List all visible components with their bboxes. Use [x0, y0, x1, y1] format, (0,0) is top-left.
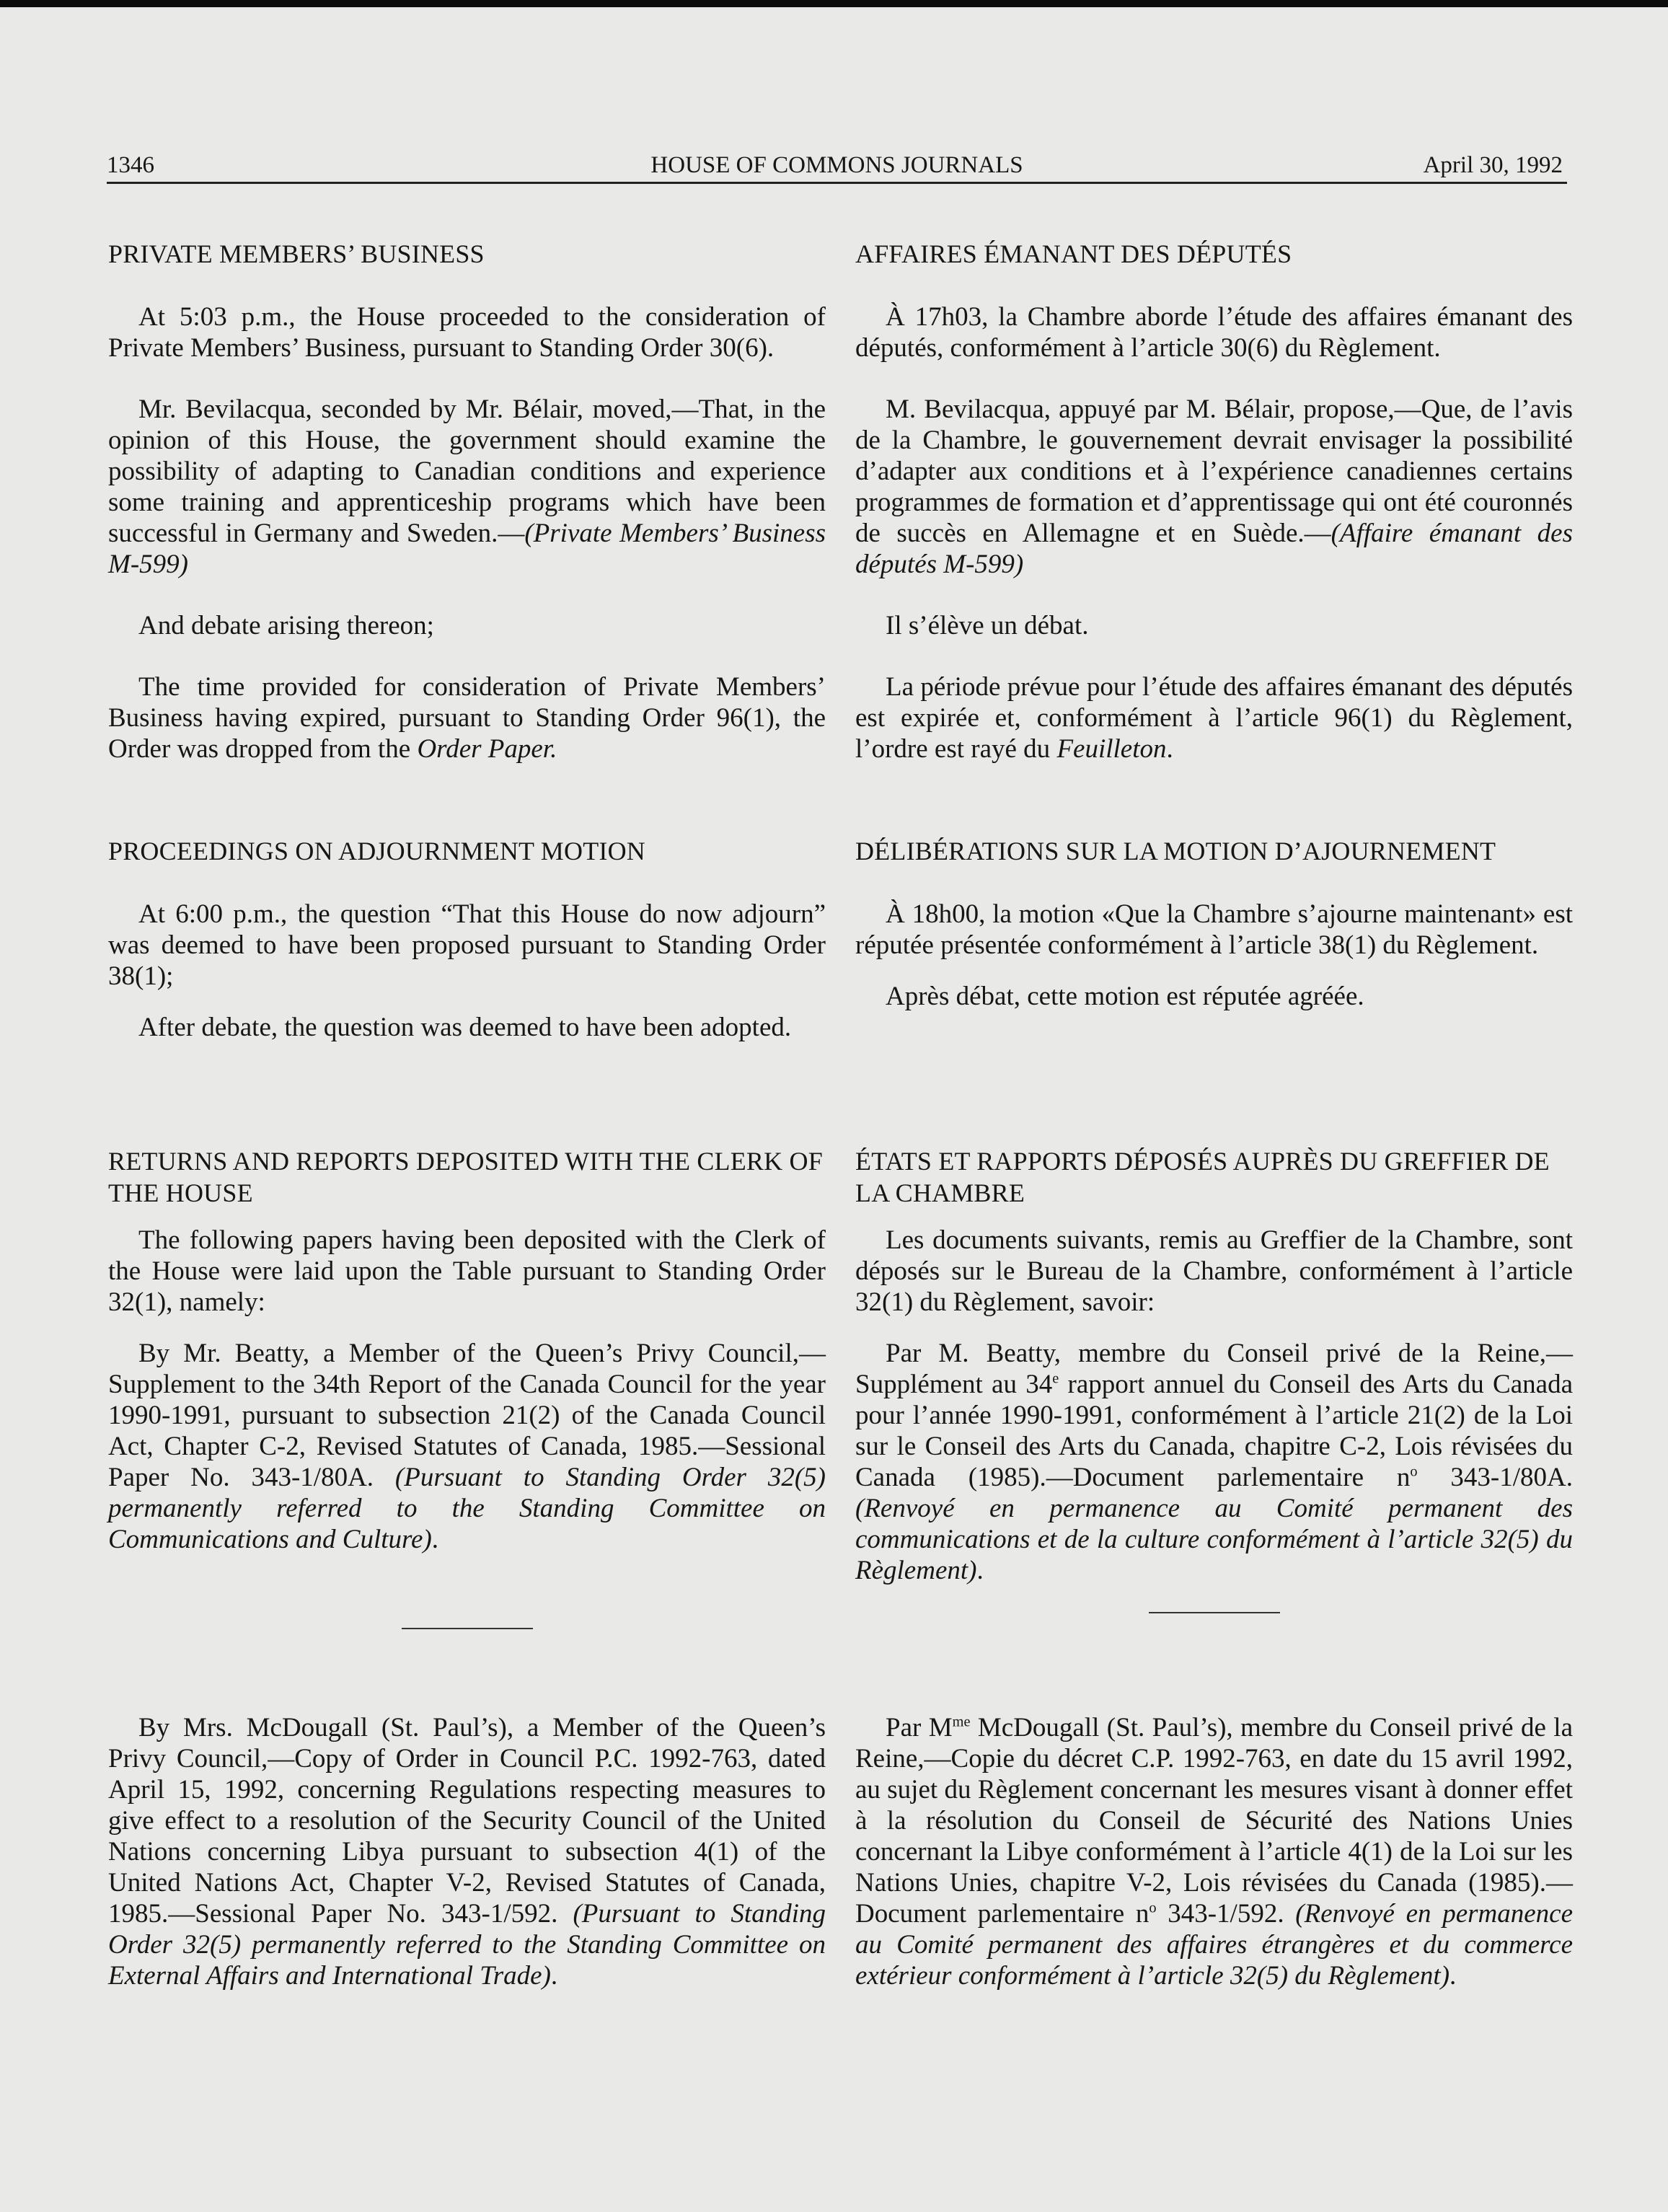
- section-heading: AFFAIRES ÉMANANT DES DÉPUTÉS: [855, 239, 1292, 268]
- paragraph: À 17h03, la Chambre aborde l’étude des affaires émanant des députés, conformément à l’article 30(6) du Règlement.: [855, 302, 1573, 363]
- referral-note: (Pursuant to Standing Order 32(5) permanently referred to the Standing Committee on External Affairs and International Trade): [108, 1899, 826, 1991]
- section-adjournment-proceedings: [108, 835, 826, 1043]
- paragraph: Les documents suivants, remis au Greffier de la Chambre, sont déposés sur le Bureau de la Chambre, conformément à l’article 32(1) du Règlement, savoir:: [855, 1225, 1573, 1317]
- section-heading: PRIVATE MEMBERS’ BUSINESS: [108, 239, 485, 268]
- motion-reference: (Affaire émanant des députés M-599): [855, 519, 1573, 579]
- paragraph: By Mr. Beatty, a Member of the Queen’s Privy Council,—Supplement to the 34th Report of the Canada Council for the year 1990-1991, pursuant to subsection 21(2) of the Canada Council Act, Chapter C-2, Revised Statutes of Canada, 1985.—Sessional Paper No. 343-1/80A. (Pursuant to Standing Order 32(5) permanently referred to the Standing Committee on Communications and Culture).: [108, 1339, 826, 1554]
- section-heading: PROCEEDINGS ON ADJOURNMENT MOTION: [108, 837, 645, 865]
- page-number: 1346: [107, 152, 154, 178]
- paragraph: After debate, the question was deemed to have been adopted.: [138, 1013, 792, 1042]
- paragraph: M. Bevilacqua, appuyé par M. Bélair, propose,—Que, de l’avis de la Chambre, le gouvernement devrait envisager la possibilité d’adapter aux conditions et à l’expérience canadiennes certains programmes de formation et d’apprentissage qui ont été couronnés de succès en Allemagne et en Suède.—(Affaire émanant des députés M-599): [855, 395, 1573, 579]
- referral-note: (Renvoyé en permanence au Comité permanent des affaires étrangères et du commerce extérieur conformément à l’article 32(5) du Règlement): [855, 1899, 1573, 1991]
- section-returns-and-reports: [108, 1145, 826, 1555]
- journal-date: April 30, 1992: [1423, 152, 1563, 178]
- feuilleton-reference: Feuilleton: [1056, 734, 1167, 764]
- paragraph: Après débat, cette motion est réputée agréée.: [886, 982, 1364, 1011]
- paragraph: The following papers having been deposited with the Clerk of the House were laid upon the Table pursuant to Standing Order 32(1), namely:: [108, 1225, 826, 1317]
- motion-reference: (Private Members’ Business M-599): [108, 519, 826, 579]
- paragraph: Par $M^{me}$ McDougall (St. Paul’s), membre du Conseil privé de la Reine,—Copie du décret C.P. 1992-763, en date du 15 avril 1992, au sujet du Règlement concernant les mesures visant à donner effet à la résolution du Conseil de Sécurité des Nations Unies concernant la Libye conformément à l’article 4(1) de la Loi sur les Nations Unies, chapitre V-2, Lois révisées du Canada (1985).—Document parlementaire $n^o$ 343-1/592. (Renvoyé en permanence au Comité permanent des affaires étrangères et du commerce extérieur conformément à l’article 32(5) du Règlement).: [855, 1713, 1573, 1991]
- paragraph: À 18h00, la motion «Que la Chambre s’ajourne maintenant» est réputée présentée conformément à l’article 38(1) du Règlement.: [855, 899, 1573, 960]
- paragraph: At 5:03 p.m., the House proceeded to the consideration of Private Members’ Business, pursuant to Standing Order 30(6).: [108, 302, 826, 363]
- paragraph: La période prévue pour l’étude des affaires émanant des députés est expirée et, conformément à l’article 96(1) du Règlement, l’ordre est rayé du Feuilleton.: [855, 672, 1573, 764]
- referral-note: (Pursuant to Standing Order 32(5) permanently referred to the Standing Committee on Communications and Culture): [108, 1463, 826, 1554]
- paragraph: And debate arising thereon;: [138, 611, 434, 640]
- order-paper-reference: Order Paper.: [417, 734, 557, 764]
- section-heading: RETURNS AND REPORTS DEPOSITED WITH THE CLERK OF THE HOUSE: [108, 1147, 823, 1207]
- section-heading: DÉLIBÉRATIONS SUR LA MOTION D’AJOURNEMENT: [855, 837, 1496, 865]
- section-affaires-emanant-des-deputes: [855, 238, 1573, 764]
- section-private-members-business: [108, 238, 826, 764]
- section-etats-et-rapports: [855, 1145, 1573, 1586]
- section-decret: [855, 1712, 1573, 1991]
- section-motion-ajournement: [855, 835, 1573, 1012]
- referral-note: (Renvoyé en permanence au Comité permanent des communications et de la culture conformément à l’article 32(5) du Règlement): [855, 1494, 1573, 1585]
- section-heading: ÉTATS ET RAPPORTS DÉPOSÉS AUPRÈS DU GREFFIER DE LA CHAMBRE: [855, 1147, 1550, 1207]
- paragraph: Par M. Beatty, membre du Conseil privé de la Reine,—Supplément au 34e rapport annuel du Conseil des Arts du Canada pour l’année 1990-1991, conformément à l’article 21(2) de la Loi sur le Conseil des Arts du Canada, chapitre C-2, Lois révisées du Canada (1985).—Document parlementaire $n^o$ 343-1/80A. (Renvoyé en permanence au Comité permanent des communications et de la culture conformément à l’article 32(5) du Règlement).: [855, 1339, 1574, 1585]
- paragraph: The time provided for consideration of Private Members’ Business having expired, pursuant to Standing Order 96(1), the Order was dropped from the Order Paper.: [108, 672, 826, 764]
- journal-title: HOUSE OF COMMONS JOURNALS: [650, 152, 1023, 178]
- separator-rule: [855, 1612, 1573, 1613]
- paragraph: At 6:00 p.m., the question “That this House do now adjourn” was deemed to have been proposed pursuant to Standing Order 38(1);: [108, 899, 826, 991]
- paragraph: Il s’élève un débat.: [886, 611, 1089, 640]
- scan-top-edge: [0, 0, 1668, 7]
- paragraph: By Mrs. McDougall (St. Paul’s), a Member of the Queen’s Privy Council,—Copy of Order in Council P.C. 1992-763, dated April 15, 1992, concerning Regulations respecting measures to give effect to a resolution of the Security Council of the United Nations concerning Libya pursuant to subsection 4(1) of the United Nations Act, Chapter V-2, Revised Statutes of Canada, 1985.—Sessional Paper No. 343-1/592. (Pursuant to Standing Order 32(5) permanently referred to the Standing Committee on External Affairs and International Trade).: [108, 1713, 826, 1991]
- separator-rule: [108, 1628, 826, 1629]
- paragraph: Mr. Bevilacqua, seconded by Mr. Bélair, moved,—That, in the opinion of this House, the government should examine the possibility of adapting to Canadian conditions and experience some training and apprenticeship programs which have been successful in Germany and Sweden.—(Private Members’ Business M-599): [108, 395, 826, 579]
- section-order-in-council: [108, 1712, 826, 1991]
- page-header: [107, 144, 1567, 184]
